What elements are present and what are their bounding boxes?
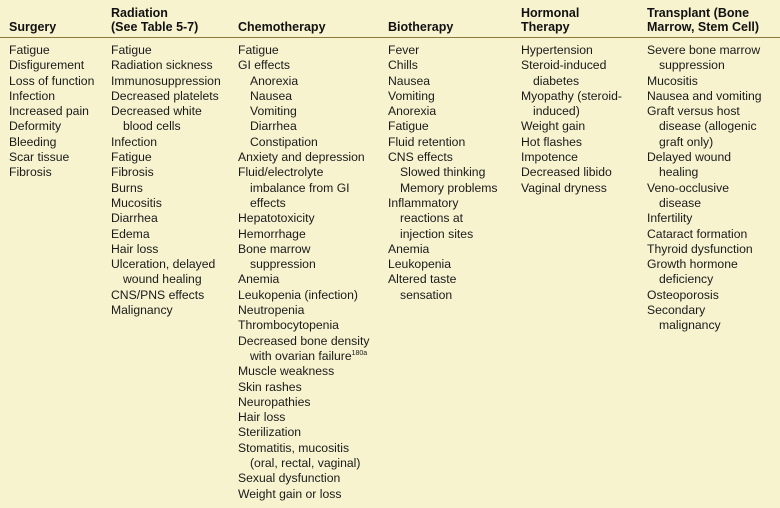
header-biotherapy: Biotherapy <box>388 20 454 34</box>
list-item: Sexual dysfunction <box>238 471 341 486</box>
list-item: Fluid retention <box>388 134 466 149</box>
list-item: Decreased libido <box>521 165 612 180</box>
list-item: Muscle weakness <box>238 364 335 379</box>
list-item: Growth hormone <box>647 257 738 272</box>
list-item: Altered taste <box>388 272 457 287</box>
list-item: Secondary <box>647 303 706 318</box>
list-item: Myopathy (steroid- <box>521 88 622 103</box>
list-item: Immunosuppression <box>111 73 221 88</box>
list-item: Fatigue <box>388 119 429 134</box>
list-item: effects <box>250 195 286 210</box>
list-item: suppression <box>250 257 316 272</box>
list-item: Anemia <box>238 272 280 287</box>
column-chemotherapy <box>238 43 369 502</box>
list-item: disease <box>659 195 702 210</box>
list-item: Hair loss <box>238 410 286 425</box>
list-item: Decreased bone density <box>238 333 370 348</box>
header-transplant: Transplant (Bone Marrow, Stem Cell) <box>647 6 760 34</box>
list-item: Neutropenia <box>238 303 305 318</box>
list-item: Diarrhea <box>111 211 158 226</box>
list-item: sensation <box>400 287 453 302</box>
list-item: Leukopenia <box>388 257 452 272</box>
list-item: Vomiting <box>250 104 297 119</box>
table-header-row <box>0 0 780 38</box>
list-item: induced) <box>533 104 580 119</box>
list-item: Stomatitis, mucositis <box>238 440 350 455</box>
list-item: Radiation sickness <box>111 58 213 73</box>
citation-superscript: 180a <box>351 349 368 357</box>
list-item: (oral, rectal, vaginal) <box>250 456 361 471</box>
list-item: injection sites <box>400 226 474 241</box>
list-item: Nausea and vomiting <box>647 88 762 103</box>
list-item: Anemia <box>388 241 430 256</box>
list-item: graft only) <box>659 134 714 149</box>
list-item: Slowed thinking <box>400 165 486 180</box>
list-item: Hemorrhage <box>238 226 306 241</box>
list-item: Neuropathies <box>238 394 311 409</box>
list-item: Bleeding <box>9 134 57 149</box>
list-item: Hair loss <box>111 241 159 256</box>
column-hormonal-therapy <box>521 43 622 196</box>
column-transplant <box>647 43 762 334</box>
list-item: CNS effects <box>388 150 453 165</box>
list-item: deficiency <box>659 272 714 287</box>
list-item: Nausea <box>388 73 431 88</box>
header-chemotherapy: Chemotherapy <box>238 20 326 34</box>
list-item: Steroid-induced <box>521 58 607 73</box>
list-item: Graft versus host <box>647 104 740 119</box>
list-item: Anorexia <box>388 104 437 119</box>
list-item: Burns <box>111 180 143 195</box>
list-item: Severe bone marrow <box>647 43 761 57</box>
list-item: Chills <box>388 58 418 73</box>
list-item: Ulceration, delayed <box>111 257 216 272</box>
header-surgery: Surgery <box>9 20 57 34</box>
list-item: malignancy <box>659 318 721 333</box>
list-item: Edema <box>111 226 150 241</box>
list-item: Anorexia <box>250 73 299 88</box>
list-item: Hepatotoxicity <box>238 211 315 226</box>
list-item: Diarrhea <box>250 119 297 134</box>
list-item: with ovarian failure$^{180a}$ <box>250 348 368 363</box>
list-item: Nausea <box>250 88 293 103</box>
list-item: Thrombocytopenia <box>238 318 339 333</box>
list-item: Leukopenia (infection) <box>238 287 358 302</box>
list-item: Malignancy <box>111 303 173 318</box>
list-item: Bone marrow <box>238 241 311 256</box>
list-item: Fatigue <box>238 43 279 57</box>
list-item: Hot flashes <box>521 134 582 149</box>
list-item: Vomiting <box>388 88 435 103</box>
list-item: Fatigue <box>9 43 50 57</box>
list-item: Mucositis <box>111 195 162 210</box>
list-item: Fatigue <box>111 43 152 57</box>
list-item: reactions at <box>400 211 464 226</box>
list-item: CNS/PNS effects <box>111 287 205 302</box>
list-item: Hypertension <box>521 43 593 57</box>
list-item: Fibrosis <box>9 165 52 180</box>
list-item: Sterilization <box>238 425 301 440</box>
list-item: Infection <box>9 88 56 103</box>
list-item: Decreased platelets <box>111 88 219 103</box>
list-item: Scar tissue <box>9 150 70 165</box>
list-item: Disfigurement <box>9 58 85 73</box>
list-item: Impotence <box>521 150 578 165</box>
header-radiation: Radiation (See Table 5-7) <box>111 6 199 34</box>
list-item: Increased pain <box>9 104 89 119</box>
list-item: Constipation <box>250 134 318 149</box>
list-item: Infection <box>111 134 158 149</box>
list-item: Delayed wound <box>647 150 732 165</box>
list-item: Weight gain <box>521 119 586 134</box>
list-item: Fever <box>388 43 420 57</box>
list-item: Memory problems <box>400 180 498 195</box>
list-item: Fluid/electrolyte <box>238 165 324 180</box>
list-item: Weight gain or loss <box>238 486 342 501</box>
list-item: healing <box>659 165 699 180</box>
list-item: Fatigue <box>111 150 152 165</box>
header-hormonal-therapy: Hormonal Therapy <box>521 6 580 34</box>
list-item: blood cells <box>123 119 181 134</box>
list-item: wound healing <box>123 272 202 287</box>
list-item: Loss of function <box>9 73 95 88</box>
list-item: Decreased white <box>111 104 202 119</box>
list-item: Skin rashes <box>238 379 302 394</box>
list-item: Cataract formation <box>647 226 748 241</box>
list-item: Osteoporosis <box>647 287 719 302</box>
list-item: Thyroid dysfunction <box>647 241 753 256</box>
list-item: Vaginal dryness <box>521 180 607 195</box>
list-item: suppression <box>659 58 725 73</box>
list-item: Infertility <box>647 211 693 226</box>
column-biotherapy <box>388 43 498 303</box>
list-item: disease (allogenic <box>659 119 757 134</box>
list-item: Veno-occlusive <box>647 180 729 195</box>
list-item: Mucositis <box>647 73 698 88</box>
column-surgery <box>9 43 94 181</box>
list-item: GI effects <box>238 58 290 73</box>
list-item: Anxiety and depression <box>238 150 365 165</box>
list-item: imbalance from GI <box>250 180 350 195</box>
list-item: diabetes <box>533 73 580 88</box>
column-radiation <box>111 43 221 318</box>
list-item: Inflammatory <box>388 195 459 210</box>
list-item: Fibrosis <box>111 165 154 180</box>
list-item: Deformity <box>9 119 62 134</box>
